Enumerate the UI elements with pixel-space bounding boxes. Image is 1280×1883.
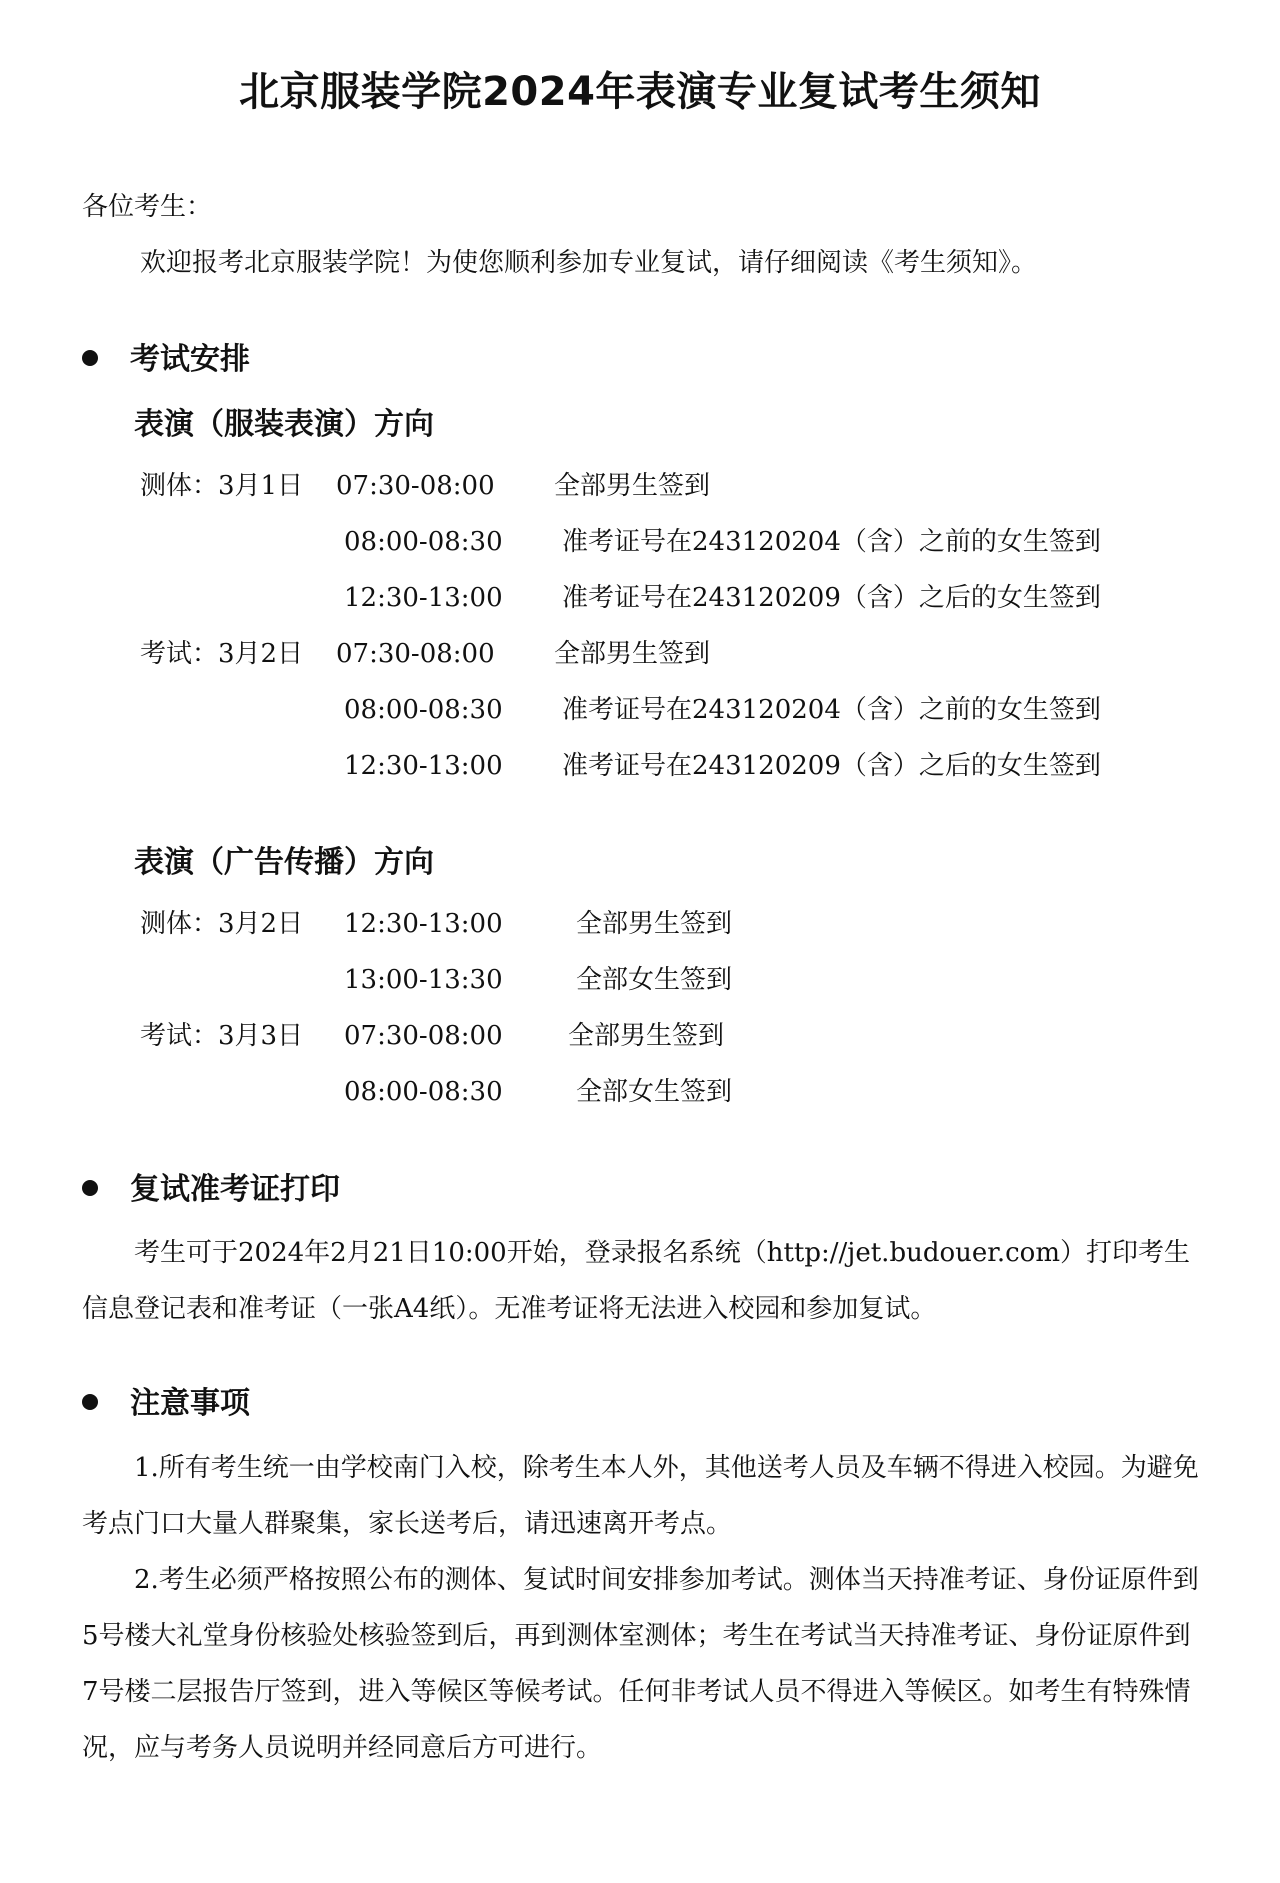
schedule-desc: 全部男生签到 xyxy=(554,639,711,669)
schedule-row xyxy=(0,637,1280,671)
schedule-time: 07:30-08:00 xyxy=(336,639,495,669)
schedule-time: 12:30-13:00 xyxy=(344,583,503,613)
schedule-time: 12:30-13:00 xyxy=(344,751,503,781)
schedule-time: 12:30-13:00 xyxy=(344,909,503,939)
section-heading-notes xyxy=(82,1384,250,1424)
schedule-desc: 全部女生签到 xyxy=(576,965,733,995)
greeting: 各位考生： xyxy=(82,192,213,222)
schedule-desc: 准考证号在243120204（含）之前的女生签到 xyxy=(562,695,1101,725)
document-title: 北京服装学院2024年表演专业复试考生须知 xyxy=(239,69,1041,115)
intro-paragraph: 欢迎报考北京服装学院！为使您顺利参加专业复试，请仔细阅读《考生须知》。 xyxy=(140,248,1038,278)
bullet-icon xyxy=(82,1394,98,1410)
print-paragraph: 考生可于2024年2月21日10:00开始，登录报名系统（http://jet.budouer.com）打印考生信息登记表和准考证（一张A4纸）。无准考证将无法进入校园和参加复试。 xyxy=(82,1238,1190,1324)
schedule-time: 13:00-13:30 xyxy=(344,965,503,995)
schedule-day: 考试：3月2日 xyxy=(140,639,304,669)
section-heading-label: 注意事项 xyxy=(130,1386,250,1421)
schedule-desc: 准考证号在243120209（含）之后的女生签到 xyxy=(562,583,1101,613)
schedule-row xyxy=(0,693,1280,727)
section-heading-print xyxy=(82,1170,340,1210)
schedule-row xyxy=(0,749,1280,783)
section-heading-label: 复试准考证打印 xyxy=(130,1172,340,1207)
schedule-time: 07:30-08:00 xyxy=(336,471,495,501)
section-heading-exam-arrangement xyxy=(82,340,250,380)
schedule-time: 08:00-08:30 xyxy=(344,695,503,725)
schedule-row xyxy=(0,1019,1280,1053)
schedule-row xyxy=(0,1075,1280,1109)
subsection-heading-advertising: 表演（广告传播）方向 xyxy=(134,845,434,880)
schedule-row xyxy=(0,907,1280,941)
schedule-day: 考试：3月3日 xyxy=(140,1021,304,1051)
schedule-row xyxy=(0,581,1280,615)
subsection-heading-fashion: 表演（服装表演）方向 xyxy=(134,407,434,442)
bullet-icon xyxy=(82,1180,98,1196)
schedule-desc: 全部男生签到 xyxy=(554,471,711,501)
schedule-desc: 全部男生签到 xyxy=(568,1021,725,1051)
schedule-time: 07:30-08:00 xyxy=(344,1021,503,1051)
schedule-day: 测体：3月1日 xyxy=(140,471,304,501)
bullet-icon xyxy=(82,350,98,366)
note-item-2: 2.考生必须严格按照公布的测体、复试时间安排参加考试。测体当天持准考证、身份证原件到5号楼大礼堂身份核验处核验签到后，再到测体室测体；考生在考试当天持准考证、身份证原件到7号楼二层报告厅签到，进入等候区等候考试。任何非考试人员不得进入等候区。如考生有特殊情况，应与考务人员说明并经同意后方可进行。 xyxy=(82,1565,1199,1763)
section-heading-label: 考试安排 xyxy=(130,342,250,377)
schedule-row xyxy=(0,963,1280,997)
schedule-time: 08:00-08:30 xyxy=(344,527,503,557)
schedule-row xyxy=(0,525,1280,559)
schedule-day: 测体：3月2日 xyxy=(140,909,304,939)
schedule-desc: 全部女生签到 xyxy=(576,1077,733,1107)
schedule-desc: 准考证号在243120209（含）之后的女生签到 xyxy=(562,751,1101,781)
schedule-row xyxy=(0,469,1280,503)
schedule-desc: 全部男生签到 xyxy=(576,909,733,939)
note-item-1: 1.所有考生统一由学校南门入校，除考生本人外，其他送考人员及车辆不得进入校园。为避免考点门口大量人群聚集，家长送考后，请迅速离开考点。 xyxy=(82,1453,1199,1539)
schedule-time: 08:00-08:30 xyxy=(344,1077,503,1107)
schedule-desc: 准考证号在243120204（含）之前的女生签到 xyxy=(562,527,1101,557)
